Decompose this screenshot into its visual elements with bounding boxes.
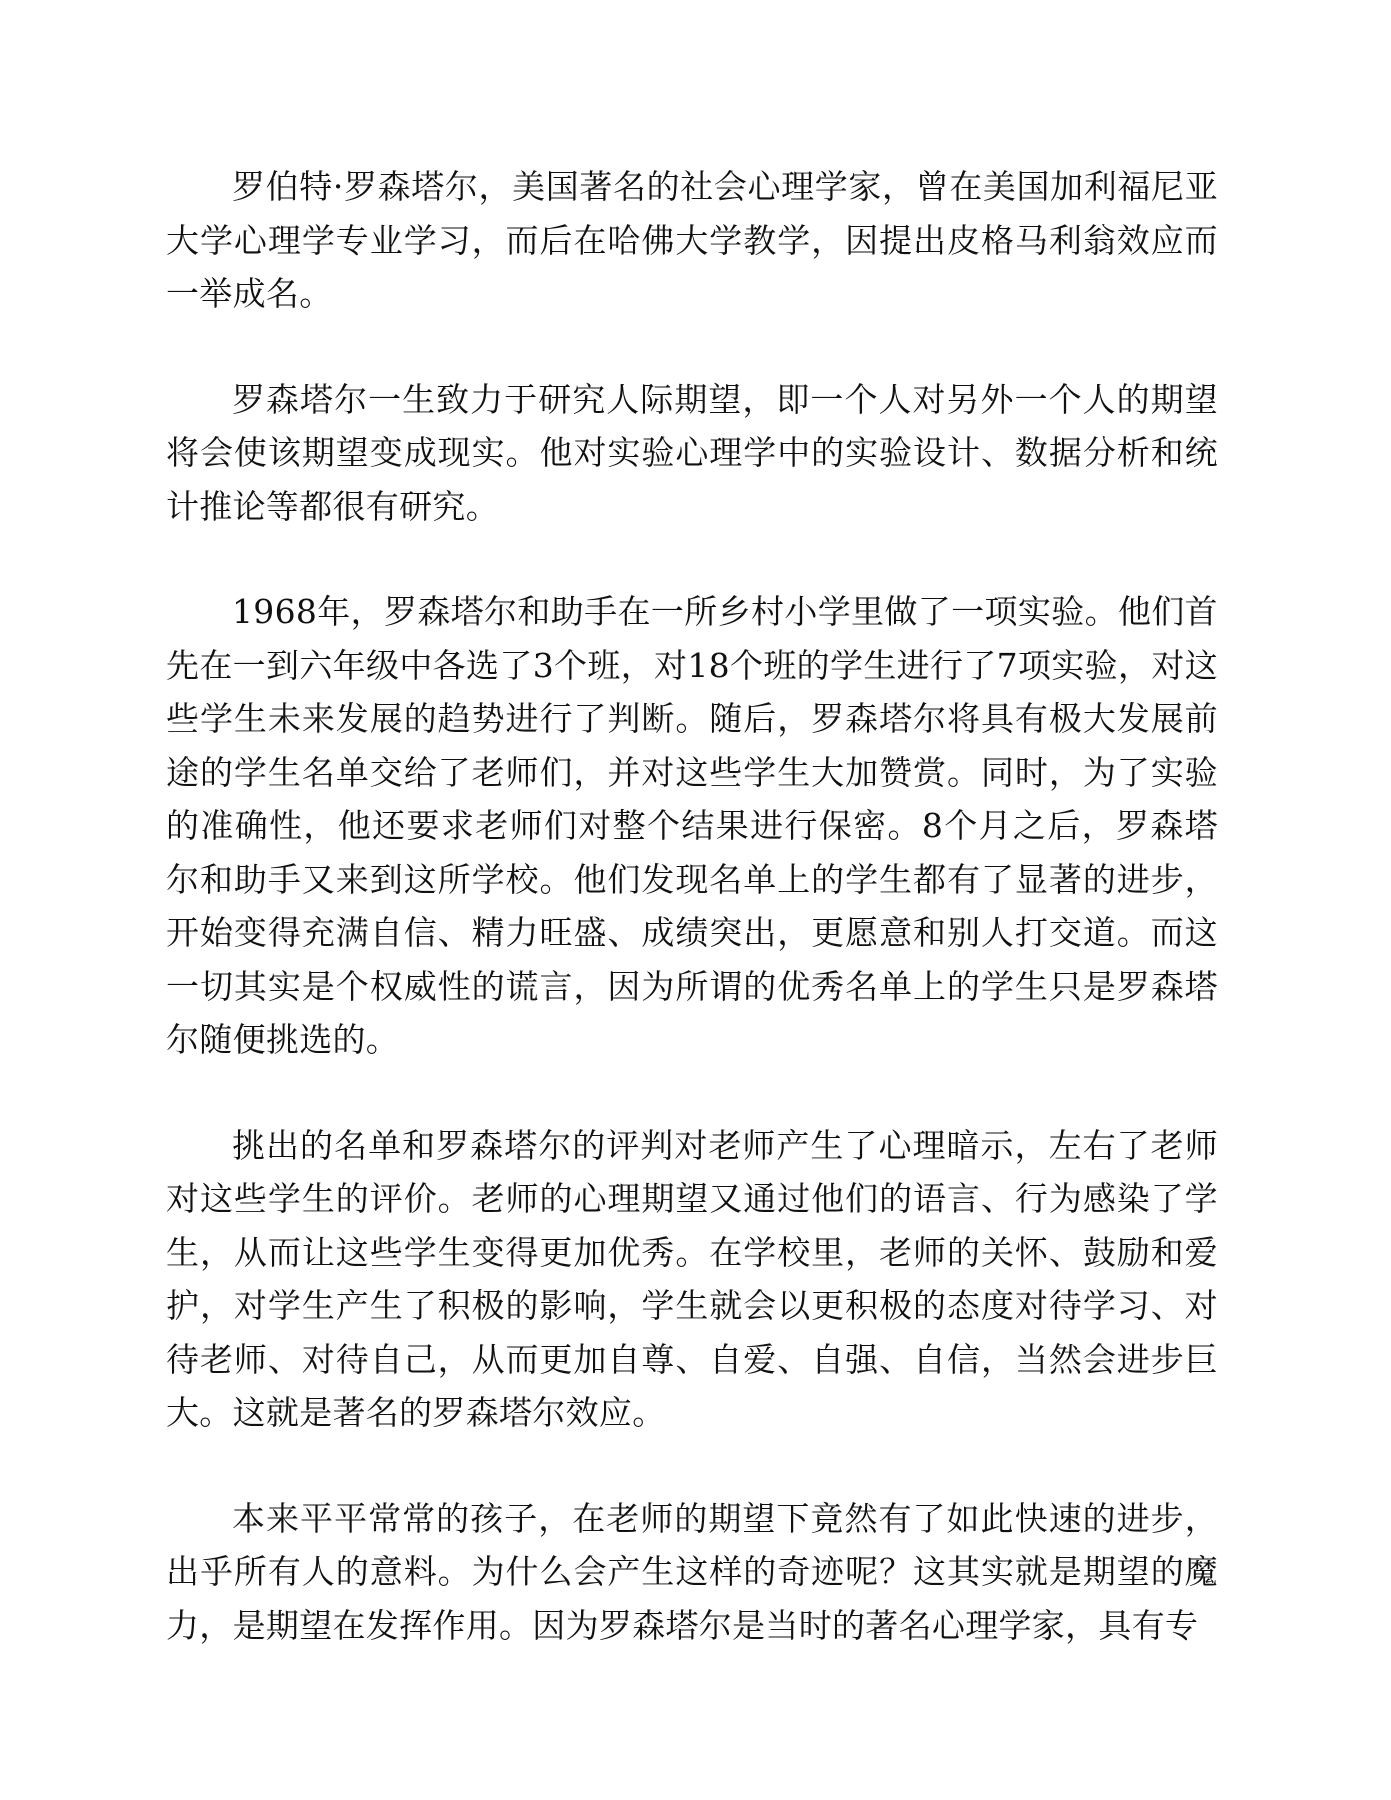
paragraph-power-of-expectation: 本来平平常常的孩子，在老师的期望下竟然有了如此快速的进步，出乎所有人的意料。为什么会产生这样的奇迹呢？这其实就是期望的魔力，是期望在发挥作用。因为罗森塔尔是当时的著名心理学家，具有专 [166,1498,1218,1645]
paragraph-interpersonal-expectation: 罗森塔尔一生致力于研究人际期望，即一个人对另外一个人的期望将会使该期望变成现实。他对实验心理学中的实验设计、数据分析和统计推论等都很有研究。 [166,379,1218,526]
paragraph-psychological-suggestion: 挑出的名单和罗森塔尔的评判对老师产生了心理暗示，左右了老师对这些学生的评价。老师的心理期望又通过他们的语言、行为感染了学生，从而让这些学生变得更加优秀。在学校里，老师的关怀、鼓励和爱护，对学生产生了积极的影响，学生就会以更积极的态度对待学习、对待老师、对待自己，从而更加自尊、自爱、自强、自信，当然会进步巨大。这就是著名的罗森塔尔效应。 [166,1125,1218,1432]
document-body [166,160,1218,1704]
paragraph-rosenthal-intro: 罗伯特·罗森塔尔，美国著名的社会心理学家，曾在美国加利福尼亚大学心理学专业学习，而后在哈佛大学教学，因提出皮格马利翁效应而一举成名。 [166,167,1218,313]
paragraph-1968-experiment: 1968年，罗森塔尔和助手在一所乡村小学里做了一项实验。他们首先在一到六年级中各选了3个班，对18个班的学生进行了7项实验，对这些学生未来发展的趋势进行了判断。随后，罗森塔尔将具有极大发展前途的学生名单交给了老师们，并对这些学生大加赞赏。同时，为了实验的准确性，他还要求老师们对整个结果进行保密。8个月之后，罗森塔尔和助手又来到这所学校。他们发现名单上的学生都有了显著的进步，开始变得充满自信、精力旺盛、成绩突出，更愿意和别人打交道。而这一切其实是个权威性的谎言，因为所谓的优秀名单上的学生只是罗森塔尔随便挑选的。 [166,592,1218,1059]
